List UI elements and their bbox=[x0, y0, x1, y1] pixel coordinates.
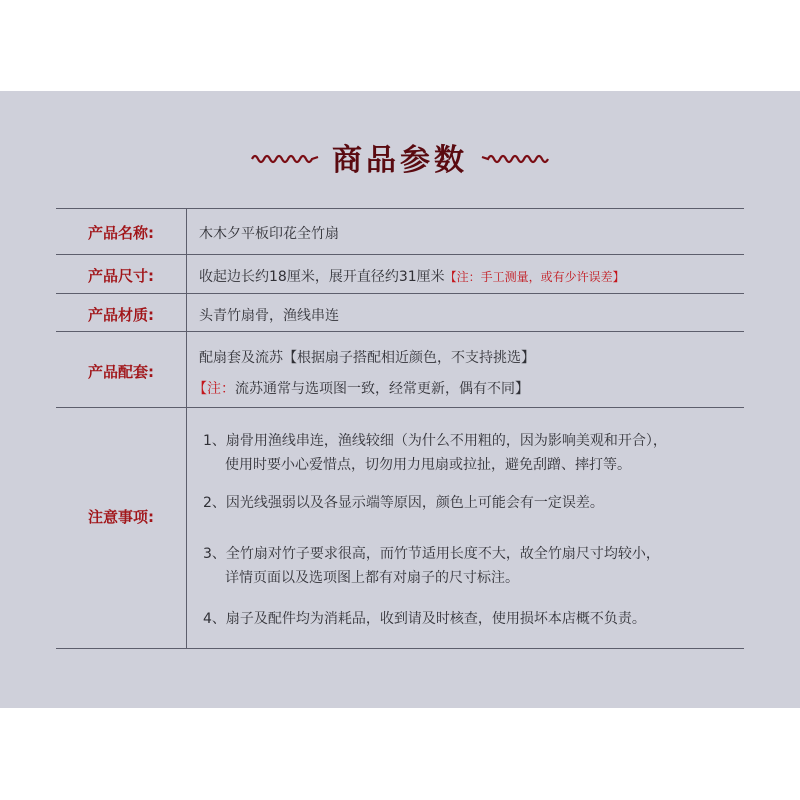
table-rule bbox=[56, 293, 744, 294]
size-measure-note: 【注：手工测量，或有少许误差】 bbox=[444, 270, 625, 284]
section-header bbox=[0, 132, 800, 182]
notice-item-4 bbox=[203, 607, 646, 631]
label-product-name: 产品名称: bbox=[88, 224, 154, 242]
table-column-divider bbox=[186, 208, 187, 648]
notice-item-4-line1: 4、扇子及配件均为消耗品，收到请及时核查，使用损坏本店概不负责。 bbox=[203, 611, 646, 627]
table-rule-top bbox=[56, 208, 744, 209]
label-product-size: 产品尺寸: bbox=[88, 267, 154, 285]
accessories-note-text: 流苏通常与选项图一致，经常更新，偶有不同】 bbox=[235, 381, 529, 397]
table-rule bbox=[56, 407, 744, 408]
label-product-material: 产品材质: bbox=[88, 306, 154, 324]
accessories-note-prefix: 【注： bbox=[193, 381, 235, 397]
label-notices: 注意事项: bbox=[88, 508, 154, 526]
notice-item-1-line1: 1、扇骨用渔线串连，渔线较细（为什么不用粗的，因为影响美观和开合）， bbox=[203, 433, 667, 449]
value-accessories-line1: 配扇套及流苏【根据扇子搭配相近颜色，不支持挑选】 bbox=[199, 350, 535, 366]
label-product-accessories: 产品配套: bbox=[88, 363, 154, 381]
notice-item-3-line2: 详情页面以及选项图上都有对扇子的尺寸标注。 bbox=[225, 570, 519, 586]
notice-item-2-line1: 2、因光线强弱以及各显示端等原因，颜色上可能会有一定误差。 bbox=[203, 495, 604, 511]
value-product-material: 头青竹扇骨，渔线串连 bbox=[199, 308, 339, 324]
table-rule-bottom bbox=[56, 648, 744, 649]
right-wave-ornament bbox=[480, 150, 550, 164]
size-value-text: 收起边长约18厘米，展开直径约31厘米 bbox=[199, 269, 445, 285]
value-product-size bbox=[199, 266, 625, 286]
table-rule bbox=[56, 331, 744, 332]
notice-item-2 bbox=[203, 491, 604, 515]
page-title: 商品参数 bbox=[332, 143, 468, 178]
notice-item-1-line2: 使用时要小心爱惜点，切勿用力甩扇或拉扯，避免刮蹭、摔打等。 bbox=[225, 457, 631, 473]
value-accessories-note bbox=[193, 378, 529, 398]
value-product-name: 木木夕平板印花全竹扇 bbox=[199, 226, 339, 242]
notice-item-3-line1: 3、全竹扇对竹子要求很高，而竹节适用长度不大，故全竹扇尺寸均较小， bbox=[203, 546, 660, 562]
notice-item-3 bbox=[203, 542, 660, 590]
notice-item-1 bbox=[203, 429, 667, 477]
table-rule bbox=[56, 254, 744, 255]
left-wave-ornament bbox=[250, 150, 320, 164]
